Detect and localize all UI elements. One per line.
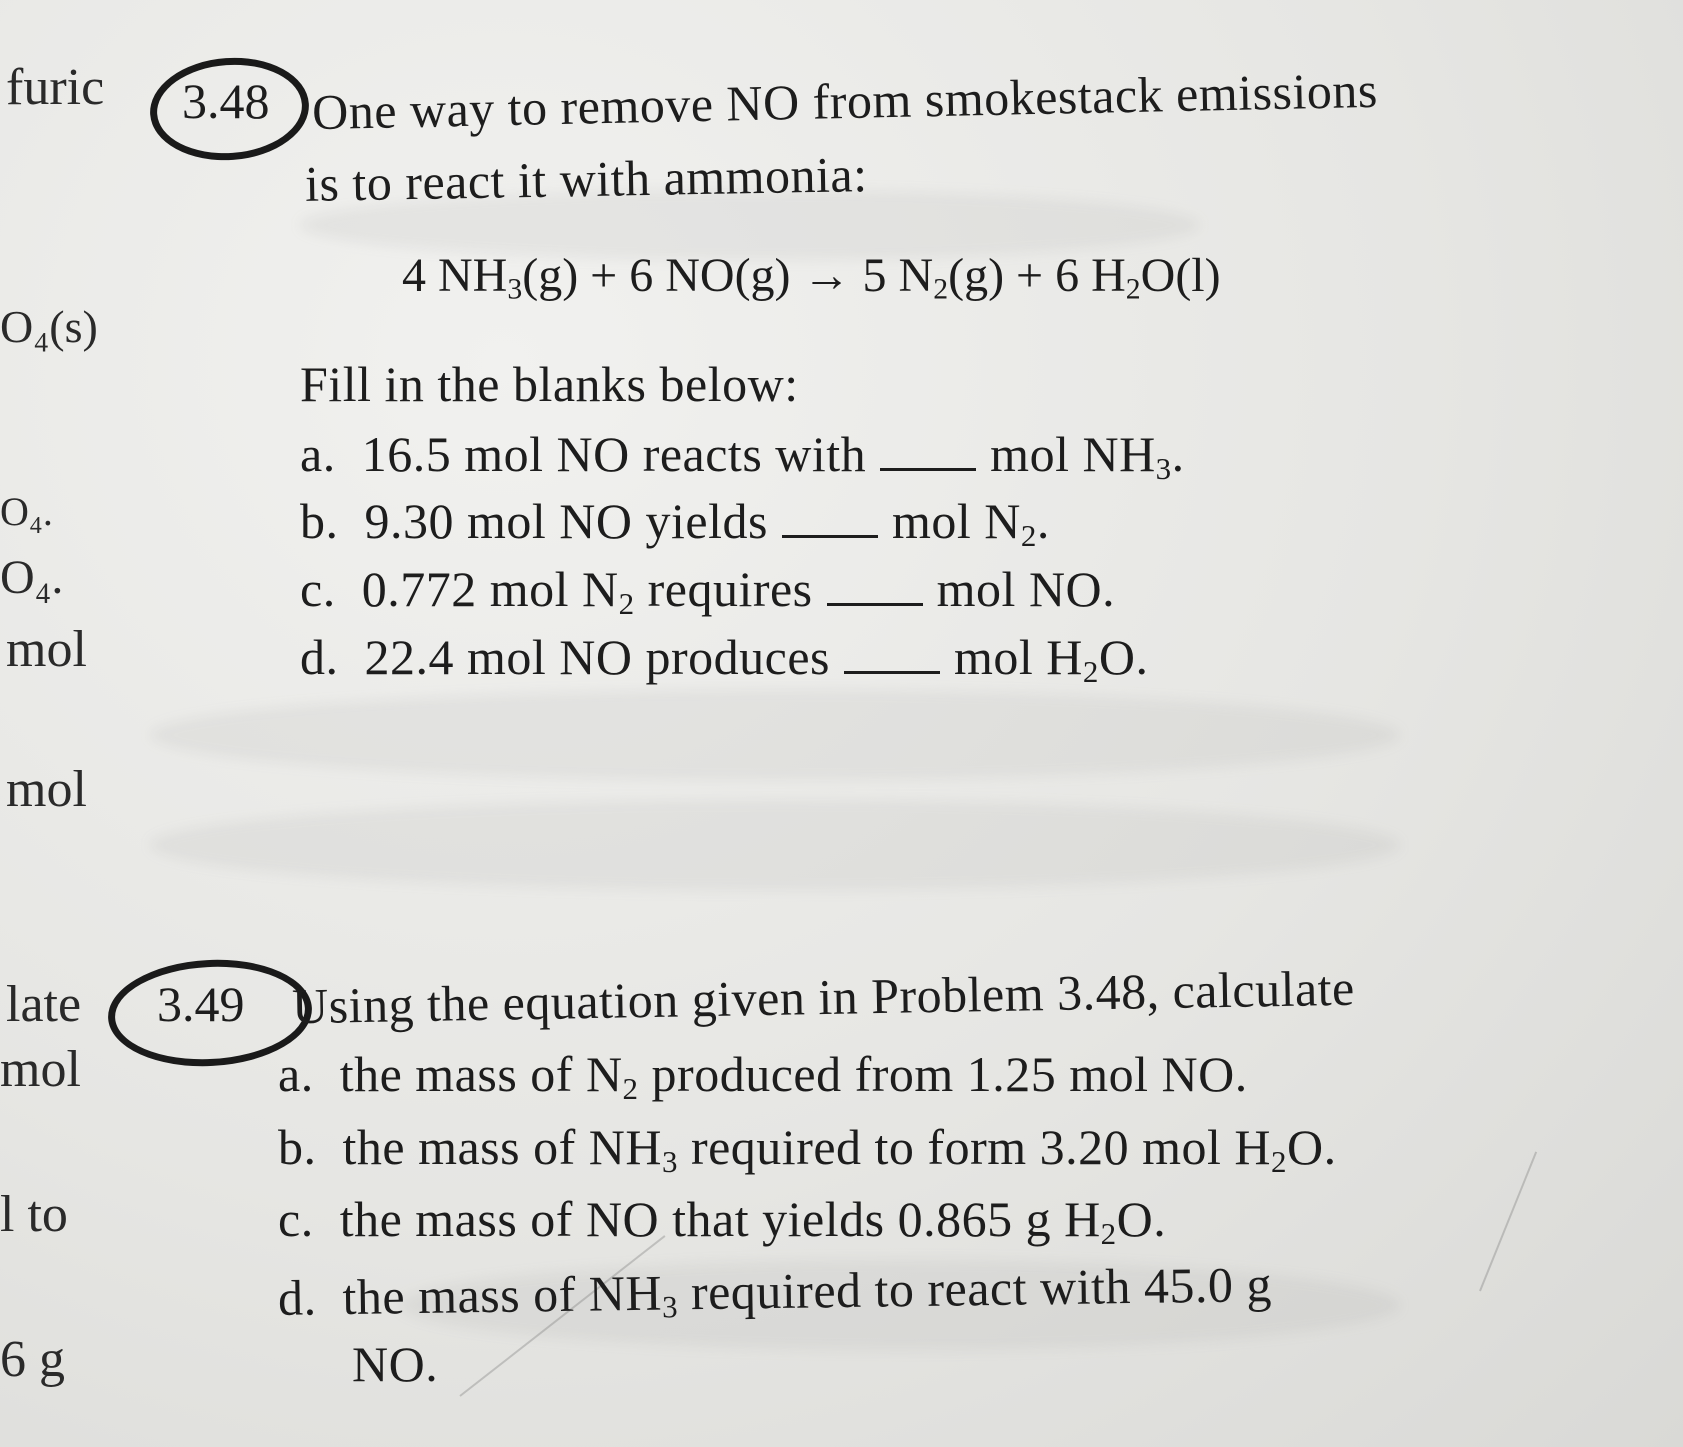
margin-fragment: late: [6, 976, 82, 1033]
margin-fragment: O₄.: [0, 551, 64, 604]
blank-item-c: c. 0.772 mol $N_2$ requires mol NO.: [300, 561, 1116, 621]
answer-blank[interactable]: [844, 641, 940, 674]
calc-item-d-continuation: NO.: [352, 1336, 439, 1392]
problem-number: 3.48: [182, 73, 270, 129]
margin-fragment: mol: [6, 621, 87, 678]
margin-fragment: l to: [0, 1186, 68, 1243]
margin-fragment: O₄(s): [0, 301, 98, 352]
bleed-through-smudge: [150, 800, 1400, 890]
pencil-stroke: [1479, 1152, 1537, 1292]
calc-item-a: a. the mass of $N_2$ produced from 1.25 mol NO.: [278, 1046, 1248, 1106]
instruction-text: Fill in the blanks below:: [300, 356, 799, 412]
problem-intro-line-1: One way to remove NO from smokestack emissions: [311, 61, 1379, 141]
chemical-equation: 4 $NH_3(g) + 6$ NO(g) → 5 $N_2(g) + 6$ $H_2O(l)$: [402, 249, 1221, 306]
answer-blank[interactable]: [880, 438, 976, 471]
calc-item-c: c. the mass of NO that yields 0.865 g $H_2O$.: [278, 1191, 1167, 1251]
blank-item-a: a. 16.5 mol NO reacts with mol $NH_3$.: [300, 426, 1185, 486]
blank-item-d: d. 22.4 mol NO produces mol $H_2O$.: [300, 629, 1149, 689]
margin-fragment: furic: [6, 59, 105, 116]
margin-fragment: O₄.: [0, 489, 53, 534]
problem-intro: Using the equation given in Problem 3.48, calculate: [291, 959, 1356, 1035]
answer-blank[interactable]: [782, 505, 878, 538]
margin-fragment: 6 g: [0, 1331, 65, 1388]
calc-item-b: b. the mass of $NH_3$ required to form 3.20 mol $H_2O$.: [278, 1119, 1337, 1179]
bleed-through-smudge: [150, 690, 1400, 780]
problem-number: 3.49: [157, 976, 245, 1032]
margin-fragment: mol: [0, 1041, 81, 1098]
calc-item-d: d. the mass of $NH_3$ required to react with 45.0 g: [277, 1256, 1273, 1326]
problem-intro-line-2: is to react it with ammonia:: [304, 146, 868, 212]
answer-blank[interactable]: [827, 573, 923, 606]
margin-fragment: mol: [6, 761, 87, 818]
blank-item-b: b. 9.30 mol NO yields mol $N_2$.: [300, 493, 1050, 553]
